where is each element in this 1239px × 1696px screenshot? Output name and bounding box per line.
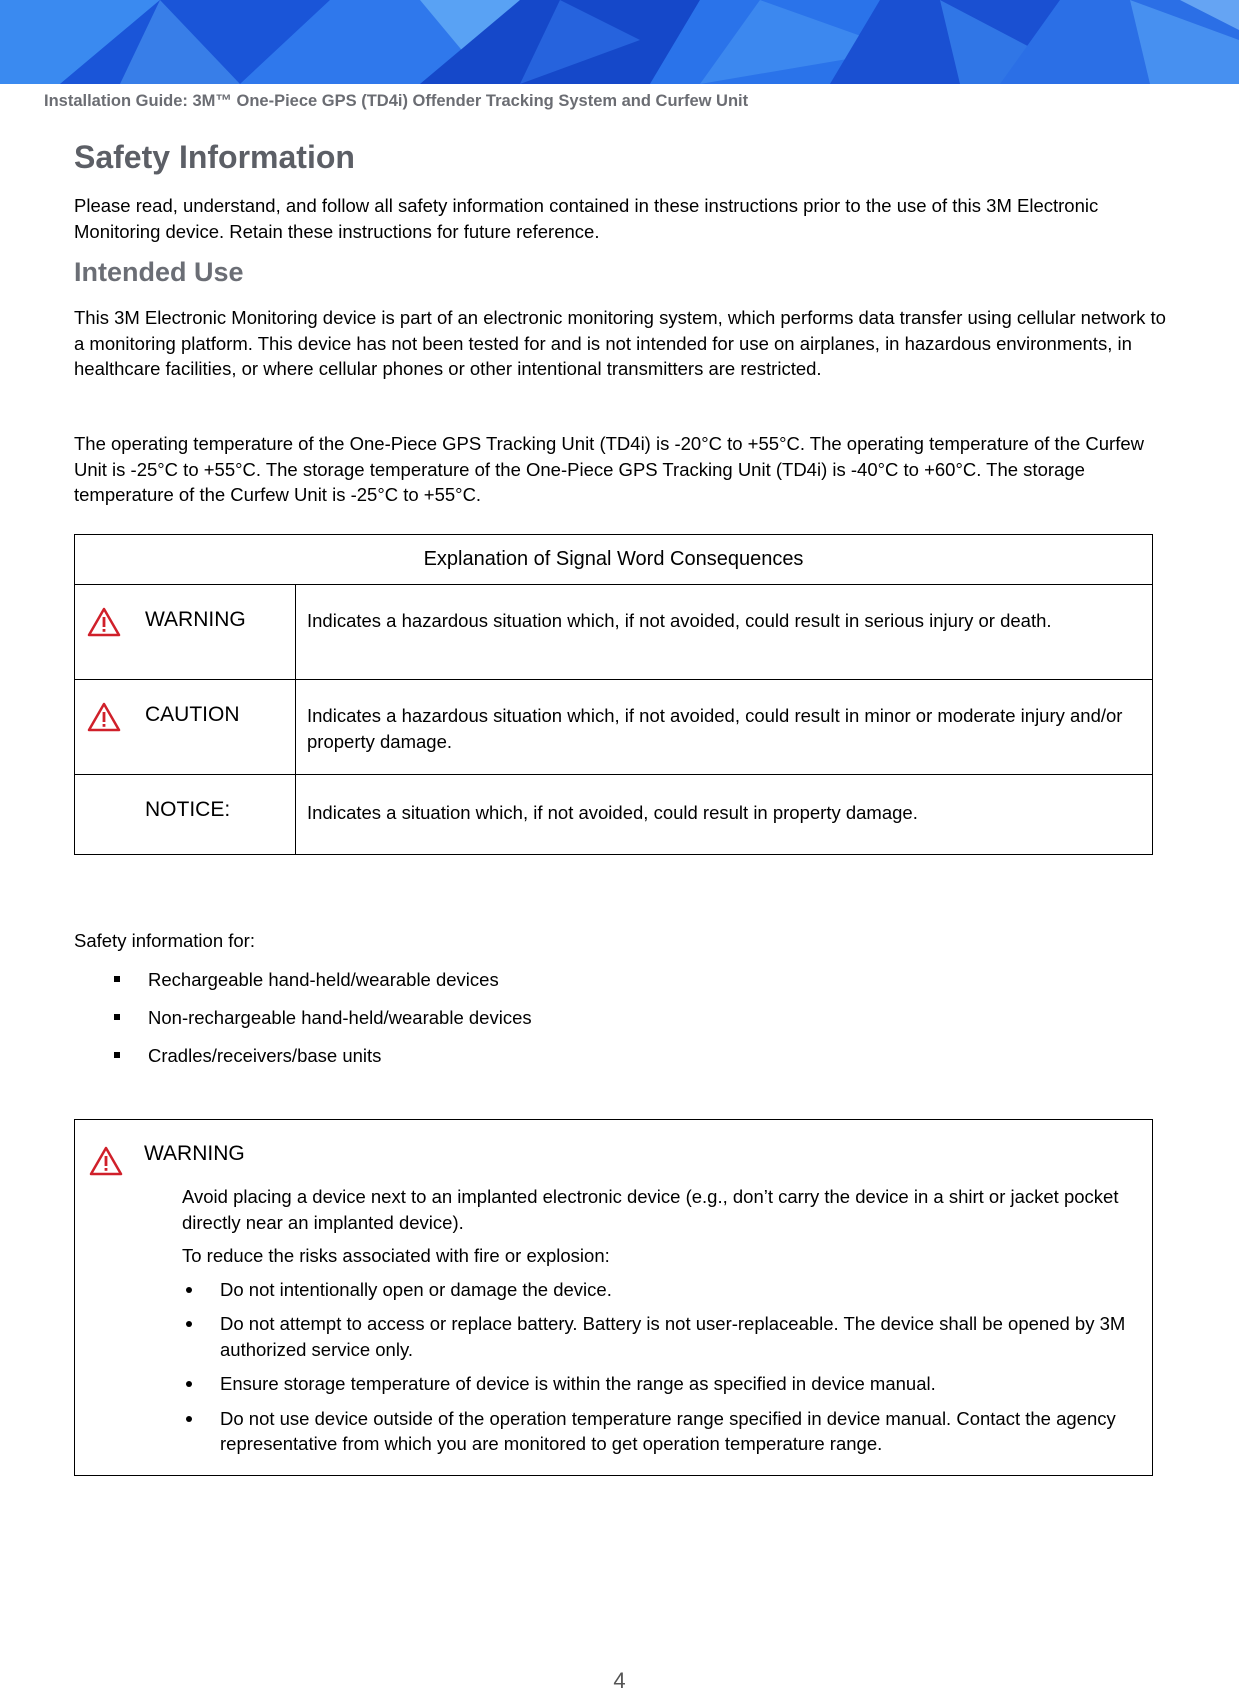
- warning-box-label: WARNING: [144, 1142, 245, 1165]
- warning-paragraph: Avoid placing a device next to an implanted electronic device (e.g., don’t carry the device in a shirt or jacket pocket directly near an implanted device).: [182, 1186, 1119, 1233]
- safety-information-heading: Safety Information: [74, 139, 355, 175]
- warning-triangle-icon: [89, 1146, 123, 1176]
- warning-box: [74, 1119, 1153, 1476]
- signal-row-caution: [75, 680, 1153, 775]
- warning-triangle-icon: [87, 607, 121, 637]
- safety-for-label: Safety information for:: [74, 930, 255, 951]
- signal-desc-notice: Indicates a situation which, if not avoided, could result in property damage.: [296, 775, 1153, 855]
- header-banner: [0, 0, 1239, 84]
- signal-word-notice: NOTICE:: [145, 798, 231, 821]
- signal-word-table: [74, 534, 1153, 855]
- intended-use-paragraph: This 3M Electronic Monitoring device is part of an electronic monitoring system, which performs data transfer using cellular network to a monitoring platform. This device has not been tested for and is not intended for use on airplanes, in hazardous environments, in healthcare facilities, or where cellular phones or other intentional transmitters are restricted.: [74, 307, 1166, 379]
- warning-bullet-list: [182, 1277, 1142, 1457]
- signal-word-caution: CAUTION: [145, 703, 240, 726]
- warning-box-body: [182, 1184, 1142, 1466]
- list-item: Non-rechargeable hand-held/wearable devices: [74, 1005, 532, 1043]
- list-item: Do not use device outside of the operation temperature range specified in device manual. Contact the agency representative from which you are monitored to get operation temperature range.: [182, 1406, 1142, 1457]
- signal-word-warning: WARNING: [145, 608, 246, 631]
- signal-row-notice: [75, 775, 1153, 855]
- signal-table-title: Explanation of Signal Word Consequences: [75, 535, 1153, 585]
- safety-intro-paragraph: Please read, understand, and follow all safety information contained in these instructions prior to the use of this 3M Electronic Monitoring device. Retain these instructions for future reference.: [74, 195, 1099, 242]
- list-item: Cradles/receivers/base units: [74, 1043, 532, 1081]
- list-item: Do not intentionally open or damage the device.: [182, 1277, 1142, 1303]
- warning-paragraph: To reduce the risks associated with fire or explosion:: [182, 1245, 610, 1266]
- list-item: Ensure storage temperature of device is within the range as specified in device manual.: [182, 1371, 1142, 1397]
- signal-desc-caution: Indicates a hazardous situation which, if not avoided, could result in minor or moderate injury and/or property damage.: [296, 680, 1153, 775]
- signal-desc-warning: Indicates a hazardous situation which, if not avoided, could result in serious injury or death.: [296, 585, 1153, 680]
- document-header-title: Installation Guide: 3M™ One-Piece GPS (TD4i) Offender Tracking System and Curfew Unit: [44, 92, 749, 110]
- device-type-list: [74, 967, 532, 1081]
- list-item: Do not attempt to access or replace battery. Battery is not user-replaceable. The device shall be opened by 3M authorized service only.: [182, 1311, 1142, 1362]
- signal-row-warning: [75, 585, 1153, 680]
- page-number: 4: [613, 1668, 626, 1693]
- intended-use-heading: Intended Use: [74, 257, 244, 287]
- temperature-paragraph: The operating temperature of the One-Piece GPS Tracking Unit (TD4i) is -20°C to +55°C. The operating temperature of the Curfew Unit is -25°C to +55°C. The storage temperature of the One-Piece GPS Tracking Unit (TD4i) is -40°C to +60°C. The storage temperature of the Curfew Unit is -25°C to +55°C.: [74, 433, 1144, 505]
- list-item: Rechargeable hand-held/wearable devices: [74, 967, 532, 1005]
- caution-triangle-icon: [87, 702, 121, 732]
